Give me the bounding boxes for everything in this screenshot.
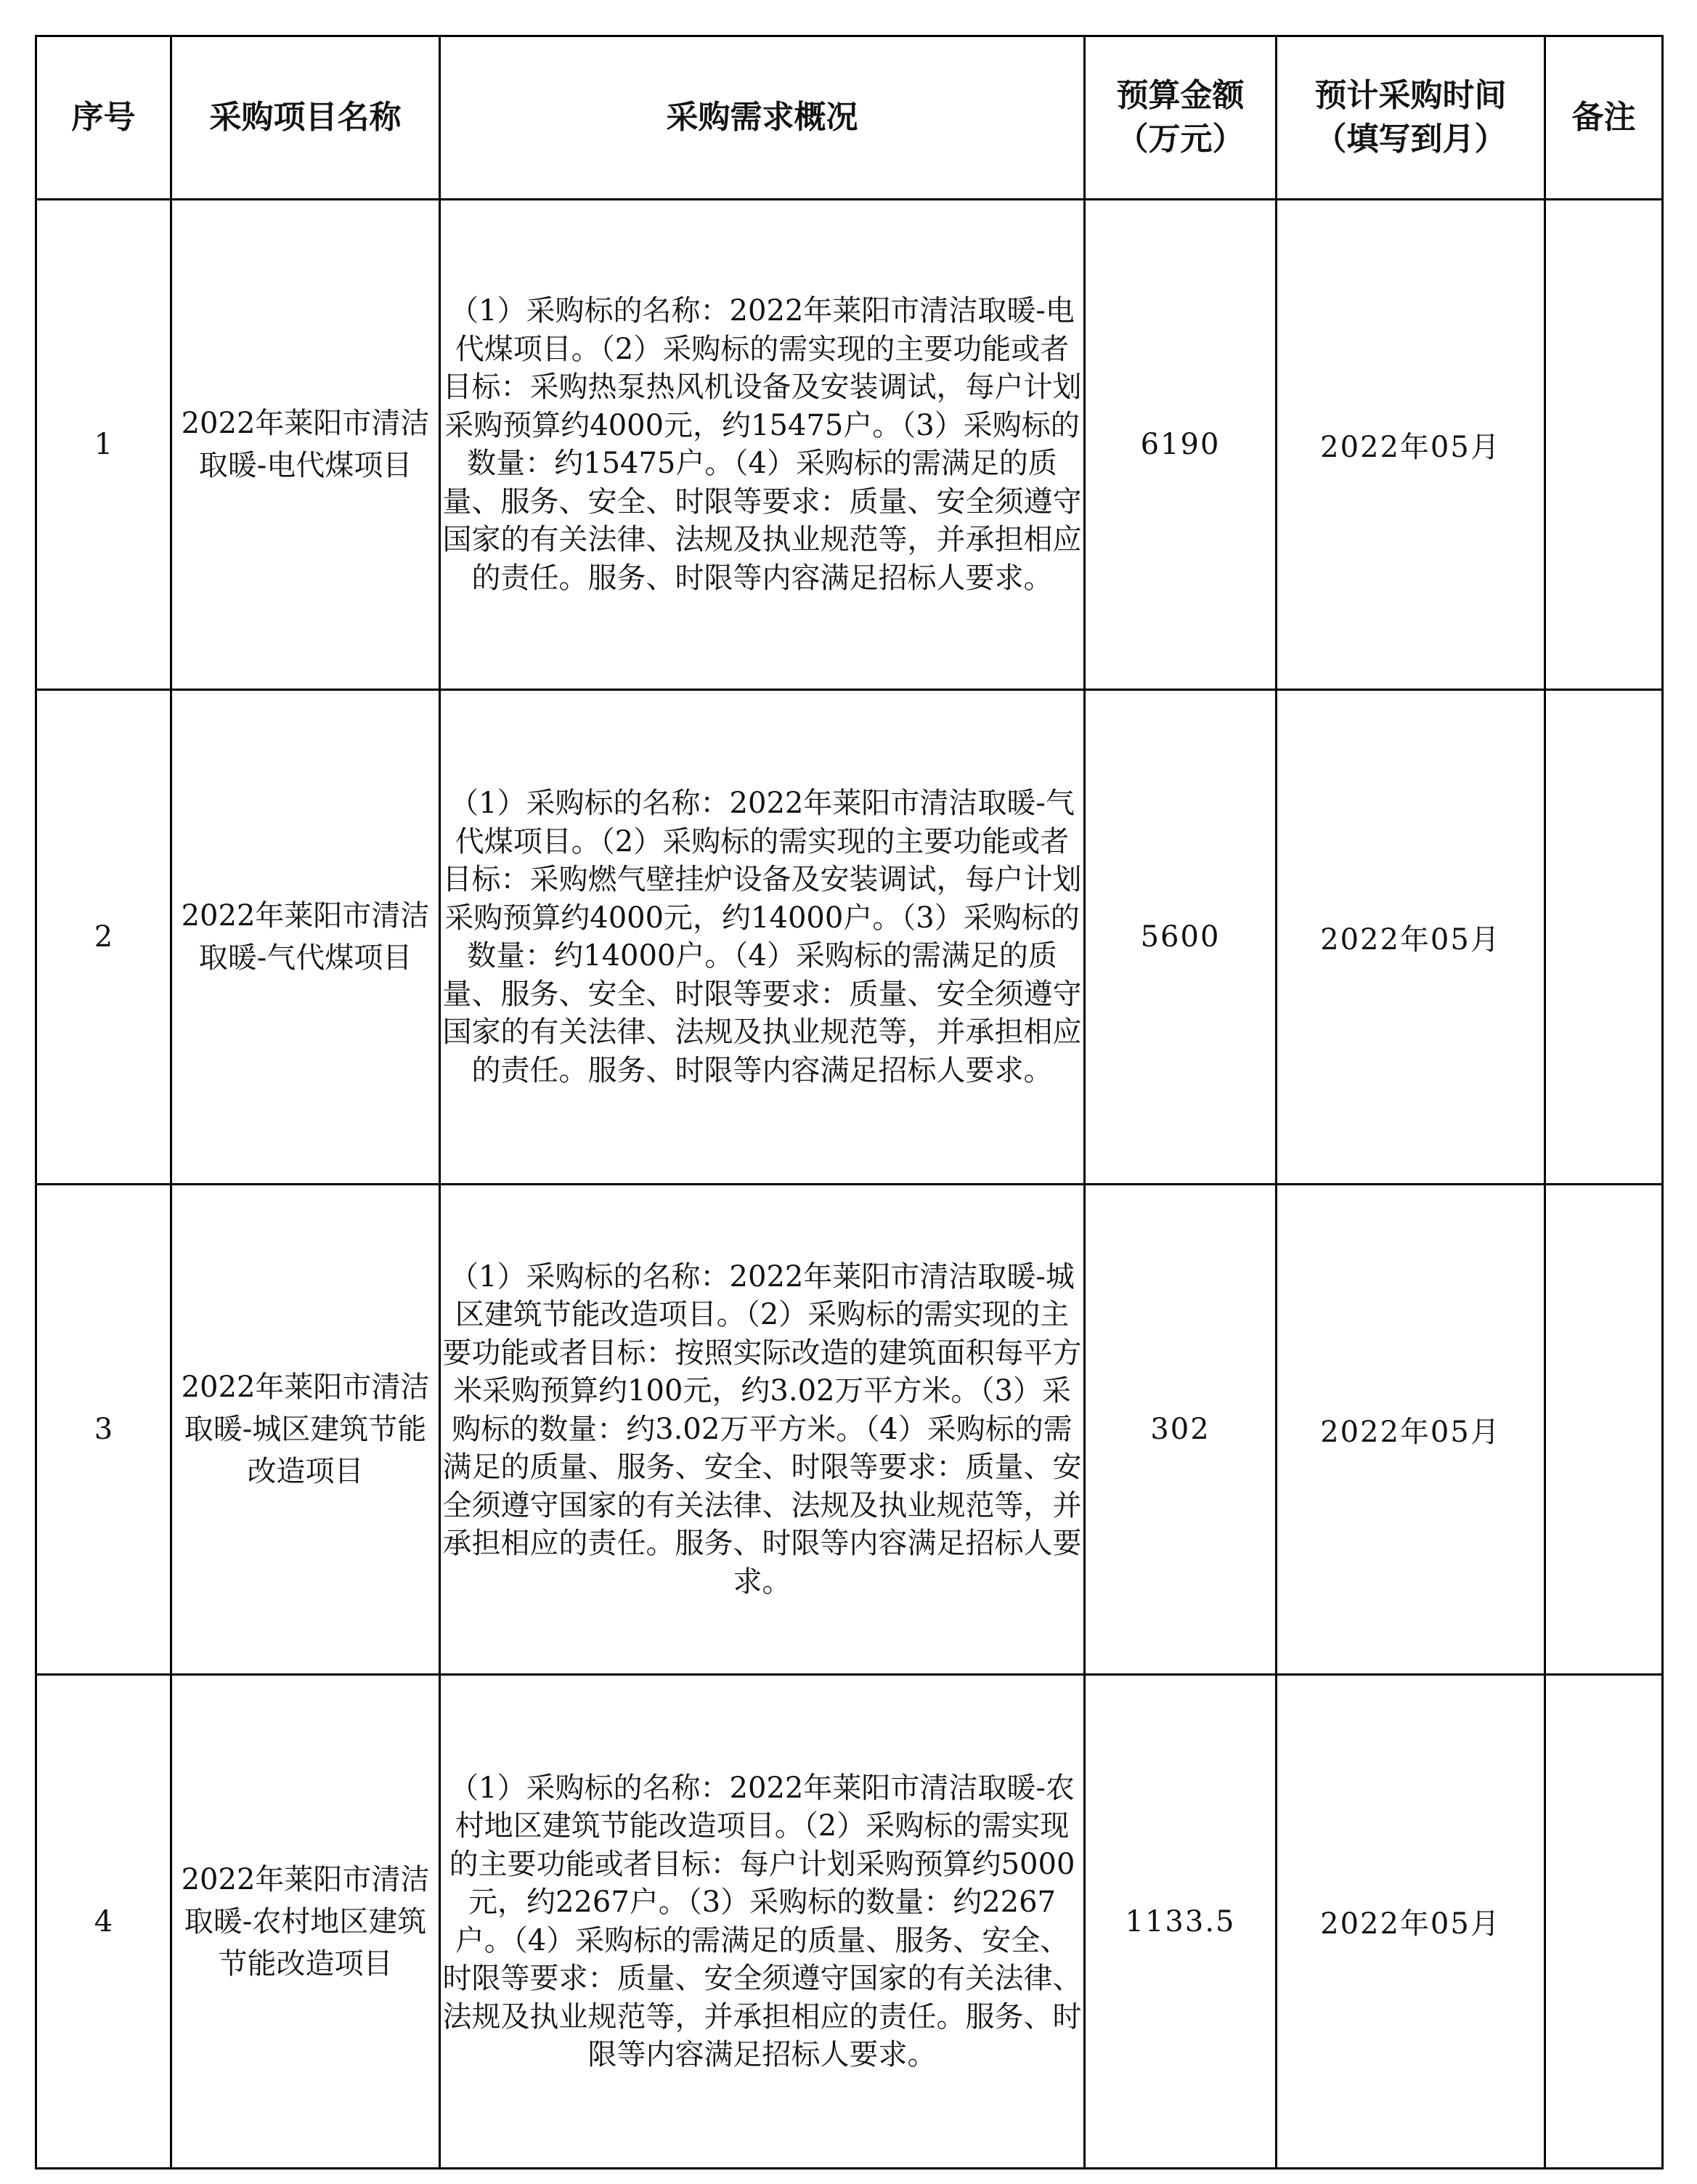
header-note: 备注	[1545, 36, 1663, 200]
header-budget-line2: （万元）	[1116, 121, 1245, 158]
procurement-table	[35, 35, 1664, 2169]
row-requirement-overview: （1）采购标的名称：2022年莱阳市清洁取暖-气代煤项目。（2）采购标的需实现的主要功能或者目标：采购燃气壁挂炉设备及安装调试，每户计划采购预算约4000元，约14000户。（3）采购标的数量：约14000户。（4）采购标的需满足的质量、服务、安全、时限等要求：质量、安全须遵守国家的有关法律、法规及执业规范等，并承担相应的责任。服务、时限等内容满足招标人要求。	[440, 690, 1085, 1185]
row-note	[1545, 690, 1663, 1185]
header-seq: 序号	[36, 36, 171, 200]
row-seq: 3	[36, 1185, 171, 1675]
header-time-line2: （填写到月）	[1314, 121, 1507, 158]
row-seq: 2	[36, 690, 171, 1185]
row-budget: 6190	[1085, 200, 1277, 690]
row-project-name: 2022年莱阳市清洁取暖-电代煤项目	[171, 200, 440, 690]
row-requirement-overview: （1）采购标的名称：2022年莱阳市清洁取暖-电代煤项目。（2）采购标的需实现的主要功能或者目标：采购热泵热风机设备及安装调试，每户计划采购预算约4000元，约15475户。（3）采购标的数量：约15475户。（4）采购标的需满足的质量、服务、安全、时限等要求：质量、安全须遵守国家的有关法律、法规及执业规范等，并承担相应的责任。服务、时限等内容满足招标人要求。	[440, 200, 1085, 690]
row-requirement-overview: （1）采购标的名称：2022年莱阳市清洁取暖-城区建筑节能改造项目。（2）采购标的需实现的主要功能或者目标：按照实际改造的建筑面积每平方米采购预算约100元，约3.02万平方米。（3）采购标的数量：约3.02万平方米。（4）采购标的需满足的质量、服务、安全、时限等要求：质量、安全须遵守国家的有关法律、法规及执业规范等，并承担相应的责任。服务、时限等内容满足招标人要求。	[440, 1185, 1085, 1675]
row-planned-time: 2022年05月	[1277, 1675, 1545, 2169]
table-header	[36, 36, 1663, 200]
row-project-name: 2022年莱阳市清洁取暖-城区建筑节能改造项目	[171, 1185, 440, 1675]
table-body	[36, 200, 1663, 2169]
row-planned-time: 2022年05月	[1277, 690, 1545, 1185]
header-time-line1: 预计采购时间	[1314, 77, 1507, 114]
row-planned-time: 2022年05月	[1277, 1185, 1545, 1675]
header-project-name: 采购项目名称	[171, 36, 440, 200]
row-project-name: 2022年莱阳市清洁取暖-气代煤项目	[171, 690, 440, 1185]
row-project-name: 2022年莱阳市清洁取暖-农村地区建筑节能改造项目	[171, 1675, 440, 2169]
row-budget: 5600	[1085, 690, 1277, 1185]
header-planned-time	[1277, 36, 1545, 200]
header-budget	[1085, 36, 1277, 200]
table-row	[36, 1185, 1663, 1675]
row-budget: 302	[1085, 1185, 1277, 1675]
row-planned-time: 2022年05月	[1277, 200, 1545, 690]
row-seq: 1	[36, 200, 171, 690]
header-budget-line1: 预算金额	[1116, 77, 1245, 114]
row-note	[1545, 200, 1663, 690]
header-row	[36, 36, 1663, 200]
row-budget: 1133.5	[1085, 1675, 1277, 2169]
row-note	[1545, 1185, 1663, 1675]
row-seq: 4	[36, 1675, 171, 2169]
row-requirement-overview: （1）采购标的名称：2022年莱阳市清洁取暖-农村地区建筑节能改造项目。（2）采购标的需实现的主要功能或者目标：每户计划采购预算约5000元，约2267户。（3）采购标的数量：约2267户。（4）采购标的需满足的质量、服务、安全、时限等要求：质量、安全须遵守国家的有关法律、法规及执业规范等，并承担相应的责任。服务、时限等内容满足招标人要求。	[440, 1675, 1085, 2169]
header-requirement-overview: 采购需求概况	[440, 36, 1085, 200]
table-row	[36, 690, 1663, 1185]
table-row	[36, 1675, 1663, 2169]
row-note	[1545, 1675, 1663, 2169]
table-row	[36, 200, 1663, 690]
